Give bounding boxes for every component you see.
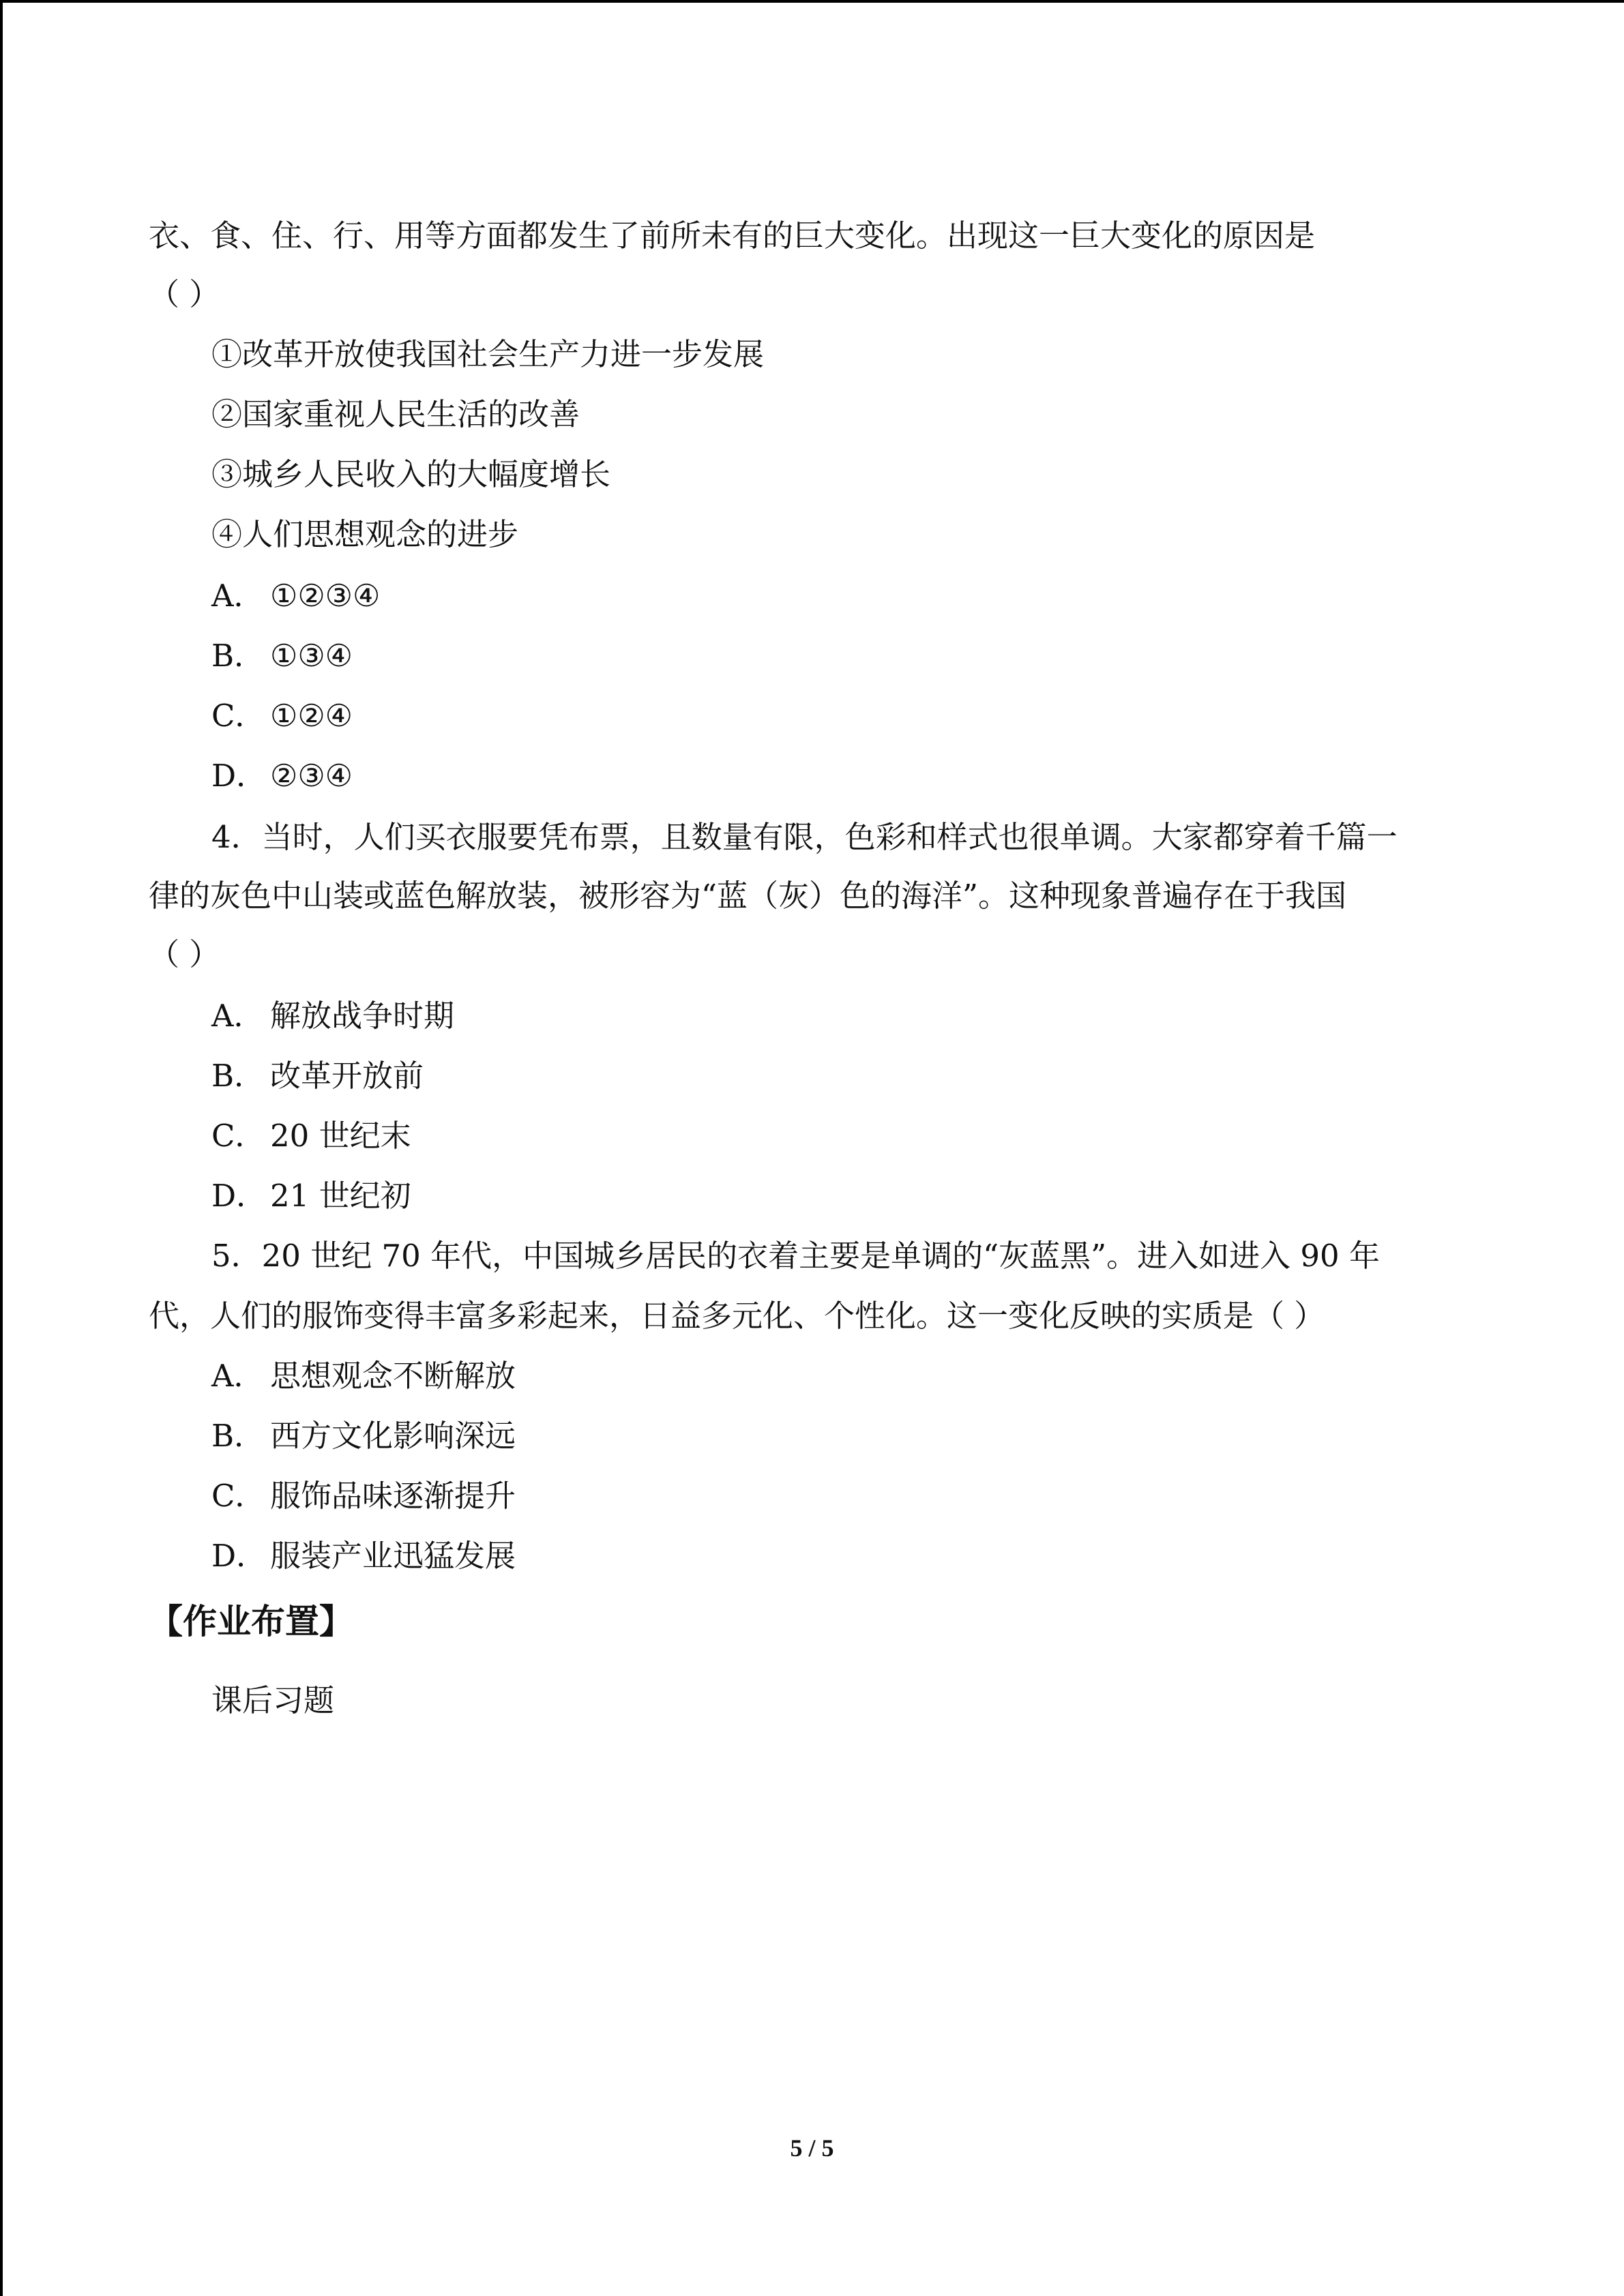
q4-option-a [211, 996, 454, 1037]
q5-option-a [211, 1356, 516, 1397]
q3-option-d [211, 756, 353, 796]
option-text: 服装产业迅猛发展 [270, 1538, 516, 1574]
option-text: ①②③④ [270, 578, 381, 614]
q3-statement-3: ③城乡人民收入的大幅度增长 [211, 456, 611, 492]
option-letter: D． [211, 1538, 267, 1574]
option-letter: B． [211, 1418, 265, 1454]
option-letter: B． [211, 1058, 265, 1094]
option-letter: B． [211, 638, 265, 674]
option-text: ①②④ [270, 698, 353, 734]
page-border-top [0, 0, 1624, 3]
option-text: 21 世纪初 [270, 1178, 411, 1214]
q5-option-d [211, 1536, 516, 1577]
q5-option-b [211, 1416, 516, 1457]
option-text: 改革开放前 [270, 1058, 424, 1094]
option-text: 思想观念不断解放 [270, 1358, 516, 1394]
option-letter: A． [211, 1358, 265, 1394]
q4-stem-line1: 4．当时，人们买衣服要凭布票，且数量有限，色彩和样式也很单调。大家都穿着千篇一 [211, 819, 1398, 855]
q5-stem-line2: 代，人们的服饰变得丰富多彩起来，日益多元化、个性化。这一变化反映的实质是（ ） [149, 1298, 1325, 1334]
q4-stem-line2: 律的灰色中山装或蓝色解放装，被形容为“蓝（灰）色的海洋”。这种现象普遍存在于我国 [149, 878, 1347, 914]
q3-option-a [211, 576, 380, 616]
option-text: 服饰品味逐渐提升 [270, 1478, 516, 1514]
q3-statement-2: ②国家重视人民生活的改善 [211, 396, 580, 432]
option-letter: D． [211, 1178, 267, 1214]
q4-stem-paren: （ ） [149, 936, 220, 972]
q3-option-c [211, 696, 353, 736]
homework-heading: 【作业布置】 [149, 1602, 353, 1641]
q3-statement-4: ④人们思想观念的进步 [211, 516, 519, 552]
page-border-left [0, 0, 3, 2296]
option-text: 解放战争时期 [270, 998, 455, 1034]
q3-stem-paren: （ ） [149, 276, 220, 312]
q5-stem-line1: 5．20 世纪 70 年代，中国城乡居民的衣着主要是单调的“灰蓝黑”。进入如进入 90 年 [211, 1238, 1380, 1274]
option-text: ①③④ [270, 638, 353, 674]
option-letter: A． [211, 998, 265, 1034]
option-letter: A． [211, 578, 265, 614]
option-text: 20 世纪末 [270, 1118, 411, 1154]
option-letter: C． [211, 1118, 266, 1154]
option-letter: D． [211, 758, 267, 794]
q3-statement-1: ①改革开放使我国社会生产力进一步发展 [211, 336, 765, 372]
q3-option-b [211, 636, 353, 676]
option-text: 西方文化影响深远 [270, 1418, 516, 1454]
page-number: 5 / 5 [790, 2134, 834, 2162]
option-letter: C． [211, 1478, 266, 1514]
q5-option-c [211, 1476, 516, 1517]
option-text: ②③④ [270, 758, 353, 794]
q4-option-b [211, 1056, 424, 1097]
q3-stem-line1: 衣、食、住、行、用等方面都发生了前所未有的巨大变化。出现这一巨大变化的原因是 [149, 218, 1316, 254]
q4-option-d [211, 1176, 411, 1217]
homework-content: 课后习题 [211, 1682, 335, 1718]
q4-option-c [211, 1116, 411, 1157]
option-letter: C． [211, 698, 266, 734]
